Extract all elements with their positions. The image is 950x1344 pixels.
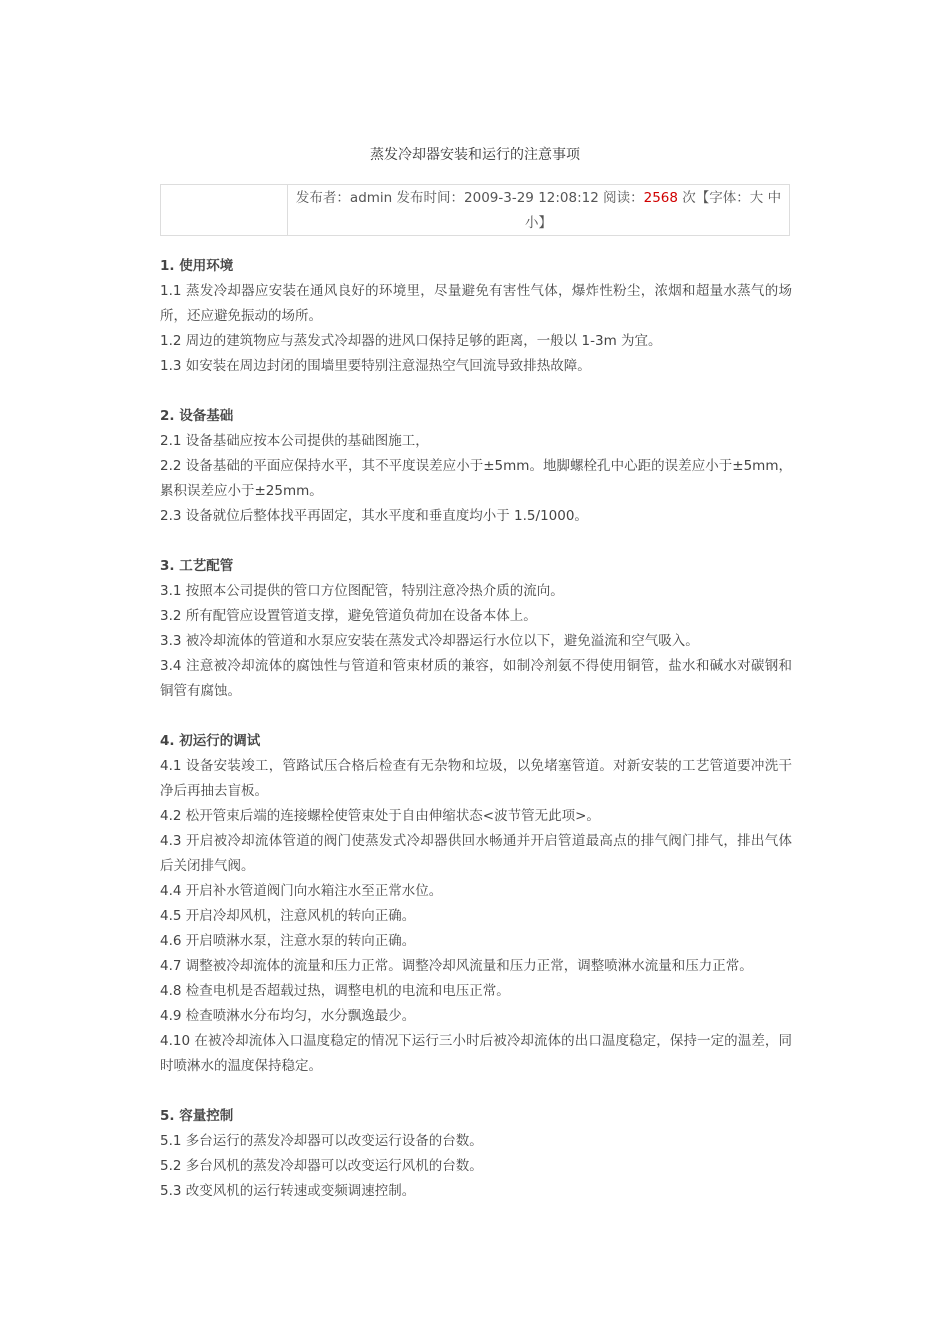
section-1 xyxy=(160,254,792,379)
list-item: 3.2 所有配管应设置管道支撑，避免管道负荷加在设备本体上。 xyxy=(160,608,537,624)
publish-time: 2009-3-29 12:08:12 xyxy=(464,190,599,206)
list-item: 1.1 蒸发冷却器应安装在通风良好的环境里，尽量避免有害性气体，爆炸性粉尘，浓烟和超量水蒸气的场所，还应避免振动的场所。 xyxy=(160,283,792,324)
section-number: 4 xyxy=(160,733,170,749)
section-4 xyxy=(160,729,792,1079)
list-item: 4.1 设备安装竣工，管路试压合格后检查有无杂物和垃圾，以免堵塞管道。对新安装的工艺管道要冲洗干净后再抽去盲板。 xyxy=(160,758,792,799)
section-title: 容量控制 xyxy=(174,1108,234,1124)
article-content xyxy=(160,254,792,1229)
section-number: 3 xyxy=(160,558,170,574)
article-meta-table xyxy=(160,184,790,236)
list-item: 4.3 开启被冷却流体管道的阀门使蒸发式冷却器供回水畅通并开启管道最高点的排气阀门排气，排出气体后关闭排气阀。 xyxy=(160,833,792,874)
section-number: 1. xyxy=(160,258,175,274)
font-size-medium-link[interactable]: 中 xyxy=(767,190,782,206)
font-size-small-link[interactable]: 小 xyxy=(525,215,539,231)
section-title: . 设备基础 xyxy=(169,408,234,424)
section-title: . 初运行的调试 xyxy=(169,733,261,749)
list-item: 3.1 按照本公司提供的管口方位图配管，特别注意冷热介质的流向。 xyxy=(160,583,564,599)
list-item: 4.9 检查喷淋水分布均匀，水分飘逸最少。 xyxy=(160,1008,416,1024)
section-number: 2 xyxy=(160,408,170,424)
list-item: 4.7 调整被冷却流体的流量和压力正常。调整冷却风流量和压力正常，调整喷淋水流量和压力正常。 xyxy=(160,958,753,974)
section-2 xyxy=(160,404,792,529)
views-label: 阅读： xyxy=(598,190,644,206)
list-item: 1.2 周边的建筑物应与蒸发式冷却器的进风口保持足够的距离，一般以 1-3m 为宜。 xyxy=(160,333,662,349)
list-item: 5.2 多台风机的蒸发冷却器可以改变运行风机的台数。 xyxy=(160,1158,483,1174)
list-item: 3.3 被冷却流体的管道和水泵应安装在蒸发式冷却器运行水位以下，避免溢流和空气吸入。 xyxy=(160,633,699,649)
list-item: 3.4 注意被冷却流体的腐蚀性与管道和管束材质的兼容，如制冷剂氨不得使用铜管，盐水和碱水对碳钢和铜管有腐蚀。 xyxy=(160,658,792,699)
list-item: 2.2 设备基础的平面应保持水平，其不平度误差应小于±5mm。地脚螺栓孔中心距的误差应小于±5mm，累积误差应小于±25mm。 xyxy=(160,458,792,499)
section-number: 5. xyxy=(160,1108,175,1124)
list-item: 5.3 改变风机的运行转速或变频调速控制。 xyxy=(160,1183,416,1199)
list-item: 2.3 设备就位后整体找平再固定，其水平度和垂直度均小于 1.5/1000。 xyxy=(160,508,588,524)
section-heading xyxy=(160,1104,792,1129)
section-heading xyxy=(160,404,792,429)
section-title: 使用环境 xyxy=(174,258,234,274)
font-size-suffix: 】 xyxy=(538,215,552,231)
publisher-label: 发布者： xyxy=(295,190,350,206)
list-item: 5.1 多台运行的蒸发冷却器可以改变运行设备的台数。 xyxy=(160,1133,483,1149)
list-item: 4.4 开启补水管道阀门向水箱注水至正常水位。 xyxy=(160,883,443,899)
list-item: 4.6 开启喷淋水泵，注意水泵的转向正确。 xyxy=(160,933,416,949)
section-heading xyxy=(160,729,792,754)
section-5 xyxy=(160,1104,792,1204)
list-item: 4.2 松开管束后端的连接螺栓使管束处于自由伸缩状态<波节管无此项>。 xyxy=(160,808,600,824)
list-item: 4.10 在被冷却流体入口温度稳定的情况下运行三小时后被冷却流体的出口温度稳定，保持一定的温差，同时喷淋水的温度保持稳定。 xyxy=(160,1033,792,1074)
section-title: . 工艺配管 xyxy=(169,558,234,574)
publish-time-label: 发布时间： xyxy=(392,190,465,206)
list-item: 4.8 检查电机是否超载过热，调整电机的电流和电压正常。 xyxy=(160,983,510,999)
list-item: 2.1 设备基础应按本公司提供的基础图施工， xyxy=(160,433,429,449)
views-unit: 次 xyxy=(677,190,696,206)
section-heading xyxy=(160,254,792,279)
font-size-large-link[interactable]: 大 xyxy=(749,190,764,206)
page-title: 蒸发冷却器安装和运行的注意事项 xyxy=(370,147,580,163)
meta-empty-cell xyxy=(161,185,288,235)
view-count: 2568 xyxy=(643,190,678,206)
font-size-prefix: 【字体： xyxy=(695,190,750,206)
section-3 xyxy=(160,554,792,704)
list-item: 1.3 如安装在周边封闭的围墙里要特别注意湿热空气回流导致排热故障。 xyxy=(160,358,591,374)
meta-info-cell xyxy=(288,185,789,235)
publisher-name: admin xyxy=(349,190,393,206)
section-heading xyxy=(160,554,792,579)
list-item: 4.5 开启冷却风机，注意风机的转向正确。 xyxy=(160,908,416,924)
